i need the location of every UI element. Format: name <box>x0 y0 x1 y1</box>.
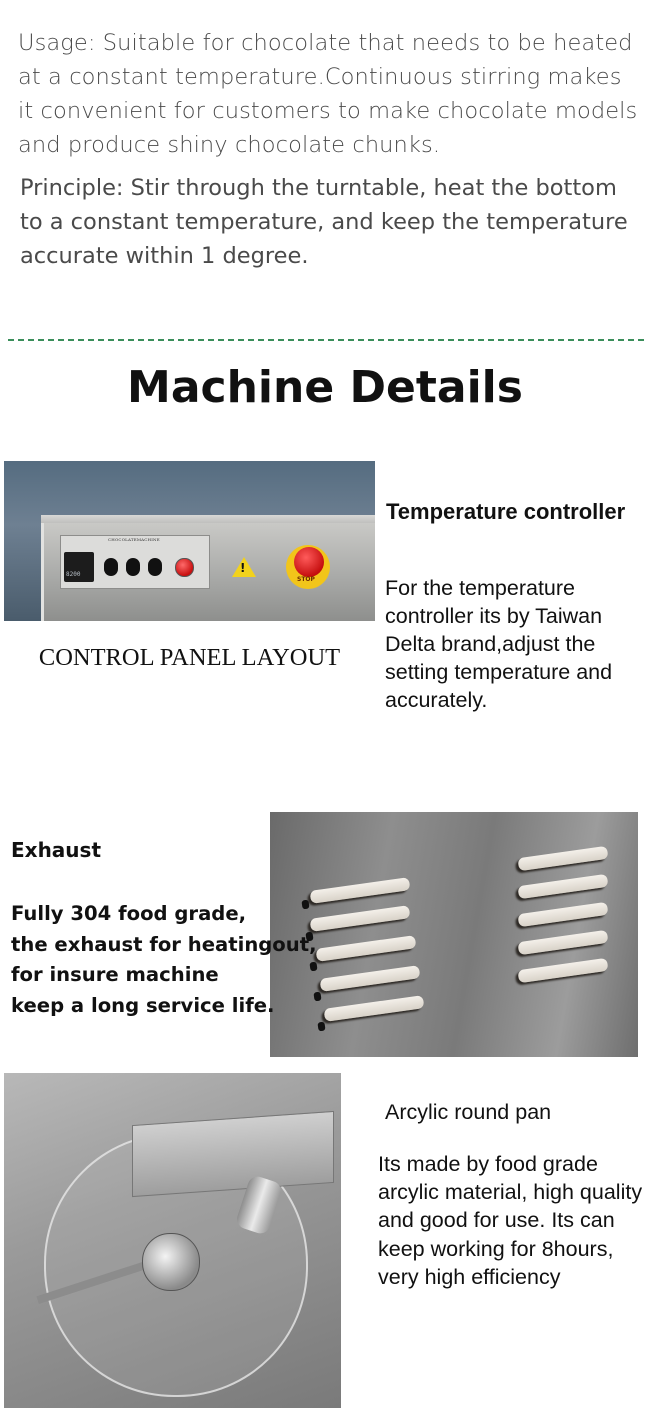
display-readout: 8200 <box>66 571 81 578</box>
vent-slot <box>324 995 425 1022</box>
exhaust-title: Exhaust <box>11 838 101 862</box>
control-panel-photo <box>4 461 375 621</box>
exhaust-photo <box>270 812 638 1057</box>
vent-slot <box>518 874 609 899</box>
vent-slot <box>518 902 609 927</box>
pan-description: Its made by food grade arcylic material, high quality and good for use. Its can keep working for 8hours, very high efficiency <box>378 1152 643 1289</box>
vent-shadow <box>317 1022 325 1032</box>
red-button <box>175 558 194 577</box>
emergency-stop-button <box>294 547 324 577</box>
estop-label: STOP <box>297 576 315 583</box>
vent-slot <box>310 905 411 932</box>
vent-slot <box>320 965 421 992</box>
vent-slot <box>518 930 609 955</box>
vent-slot <box>518 958 609 983</box>
knob-3 <box>148 558 162 576</box>
principle-text: Principle: Stir through the turntable, heat the bottom to a constant temperature, and keep the temperature accurate within 1 degree. <box>20 175 628 269</box>
round-pan-photo <box>4 1073 341 1408</box>
controller-title: Temperature controller <box>386 499 626 524</box>
pan-title: Arcylic round pan <box>385 1100 552 1124</box>
center-hub <box>142 1233 200 1291</box>
plate-label: CHOCOLATEMACHINE <box>108 537 160 542</box>
dashed-divider <box>8 339 644 341</box>
vent-slot <box>310 877 411 904</box>
knob-1 <box>104 558 118 576</box>
exhaust-description: Fully 304 food grade, the exhaust for heatingout, for insure machine keep a long service life. <box>11 902 317 1017</box>
vent-slot <box>316 935 417 962</box>
vent-slot <box>518 846 609 871</box>
knob-2 <box>126 558 140 576</box>
scraper-plate <box>132 1111 334 1197</box>
usage-text: Usage: Suitable for chocolate that needs to be heated at a constant temperature.Continuous stirring makes it convenient for customers to make chocolate models and produce shiny chocolate chunks. <box>18 30 638 158</box>
warning-mark: ! <box>240 561 246 575</box>
control-panel-caption: CONTROL PANEL LAYOUT <box>38 644 341 671</box>
controller-description: For the temperature controller its by Taiwan Delta brand,adjust the setting temperature and accurately. <box>385 576 613 712</box>
page-title: Machine Details <box>127 362 523 413</box>
